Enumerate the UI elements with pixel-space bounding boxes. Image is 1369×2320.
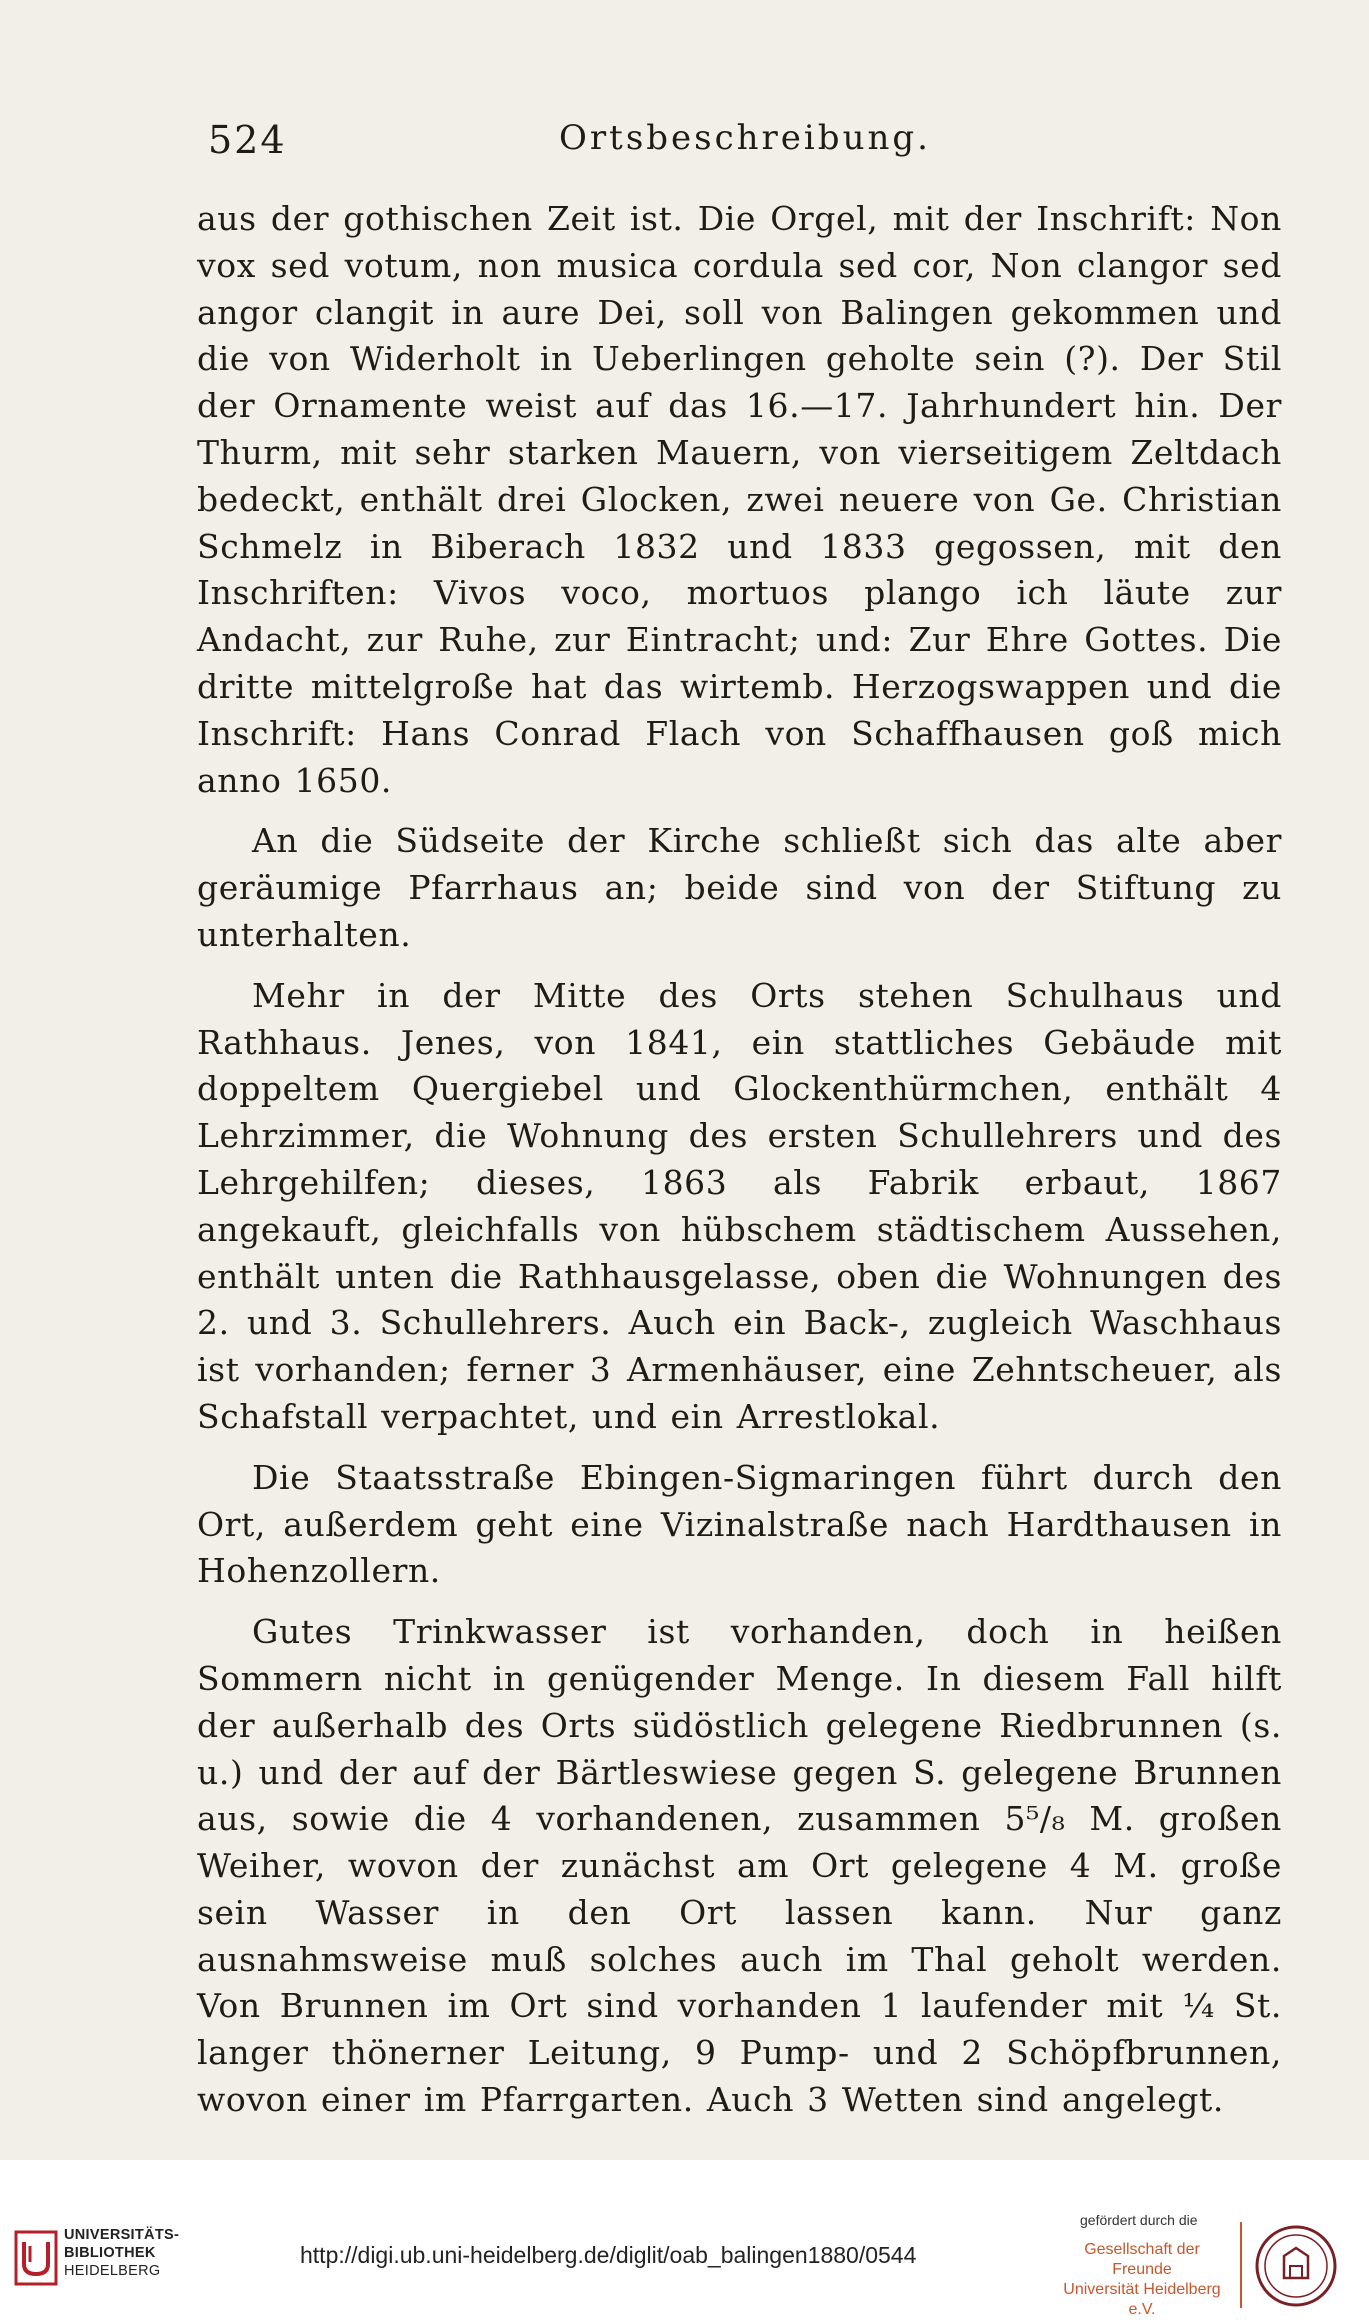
sponsor-name-line1: Gesellschaft der Freunde xyxy=(1084,2241,1200,2278)
sponsor-name-line2: Universität Heidelberg e.V. xyxy=(1063,2281,1221,2318)
page-header xyxy=(200,118,1290,168)
paragraph-parsonage: An die Südseite der Kirche schließt sich das alte aber geräumige Pfarrhaus an; beide sind von der Stiftung zu unterhalten. xyxy=(197,821,1282,954)
running-title: Ortsbeschreibung. xyxy=(559,118,931,158)
university-seal-icon xyxy=(1254,2224,1338,2308)
paragraph-roads: Die Staatsstraße Ebingen-Sigmaringen führt durch den Ort, außerdem geht eine Vizinalstraße nach Hardthausen in Hohenzollern. xyxy=(197,1457,1282,1591)
library-name xyxy=(64,2226,179,2280)
sponsor-label: gefördert durch die xyxy=(1080,2212,1198,2228)
library-name-line1: UNIVERSITÄTS- xyxy=(64,2227,180,2243)
ub-heidelberg-logo-icon xyxy=(14,2230,58,2286)
permalink-url[interactable]: http://digi.ub.uni-heidelberg.de/diglit/oab_balingen1880/0544 xyxy=(300,2242,917,2268)
digitization-footer xyxy=(0,2160,1369,2320)
library-logo[interactable] xyxy=(14,2226,180,2296)
body-text xyxy=(197,196,1282,2138)
paragraph-church-organ: aus der gothischen Zeit ist. Die Orgel, mit der Inschrift: Non vox sed votum, non musica cordula sed cor, Non clangor sed angor clangit in aure Dei, soll von Balingen gekommen und die von Widerholt in Ueberlingen geholte sein (?). Der Stil der Ornamente weist auf das 16.—17. Jahrhundert hin. Der Thurm, mit sehr starken Mauern, von vierseitigem Zeltdach bedeckt, enthält drei Glocken, zwei neuere von Ge. Christian Schmelz in Biberach 1832 und 1833 gegossen, mit den Inschriften: Vivos voco, mortuos plango ich läute zur Andacht, zur Ruhe, zur Eintracht; und: Zur Ehre Gottes. Die dritte mittelgroße hat das wirtemb. Herzogswappen und die Inschrift: Hans Conrad Flach von Schaffhausen goß mich anno 1650. xyxy=(197,199,1282,800)
page-number: 524 xyxy=(208,118,287,162)
sponsor-divider xyxy=(1240,2222,1242,2308)
library-name-line3: HEIDELBERG xyxy=(64,2263,161,2279)
library-name-line2: BIBLIOTHEK xyxy=(64,2245,156,2261)
sponsor-name[interactable] xyxy=(1056,2240,1228,2320)
paragraph-school-townhall: Mehr in der Mitte des Orts stehen Schulhaus und Rathhaus. Jenes, von 1841, ein stattliches Gebäude mit doppeltem Quergiebel und Glockenthürmchen, enthält 4 Lehrzimmer, die Wohnung des ersten Schullehrers und des Lehrgehilfen; dieses, 1863 als Fabrik erbaut, 1867 angekauft, gleichfalls von hübschem städtischem Aussehen, enthält unten die Rathhausgelasse, oben die Wohnungen des 2. und 3. Schullehrers. Auch ein Back-, zugleich Waschhaus ist vorhanden; ferner 3 Armenhäuser, eine Zehntscheuer, als Schafstall verpachtet, und ein Arrestlokal. xyxy=(197,975,1282,1436)
paragraph-water-supply: Gutes Trinkwasser ist vorhanden, doch in heißen Sommern nicht in genügender Menge. In diesem Fall hilft der außerhalb des Orts südöstlich gelegene Riedbrunnen (s. u.) und der auf der Bärtleswiese gegen S. gelegene Brunnen aus, sowie die 4 vorhandenen, zusammen 5⁵/₈ M. großen Weiher, wovon der zunächst am Ort gelegene 4 M. große sein Wasser in den Ort lassen kann. Nur ganz ausnahmsweise muß solches auch im Thal geholt werden. Von Brunnen im Ort sind vorhanden 1 laufender mit ¼ St. langer thönerner Leitung, 9 Pump- und 2 Schöpfbrunnen, wovon einer im Pfarrgarten. Auch 3 Wetten sind angelegt. xyxy=(197,1612,1282,2120)
